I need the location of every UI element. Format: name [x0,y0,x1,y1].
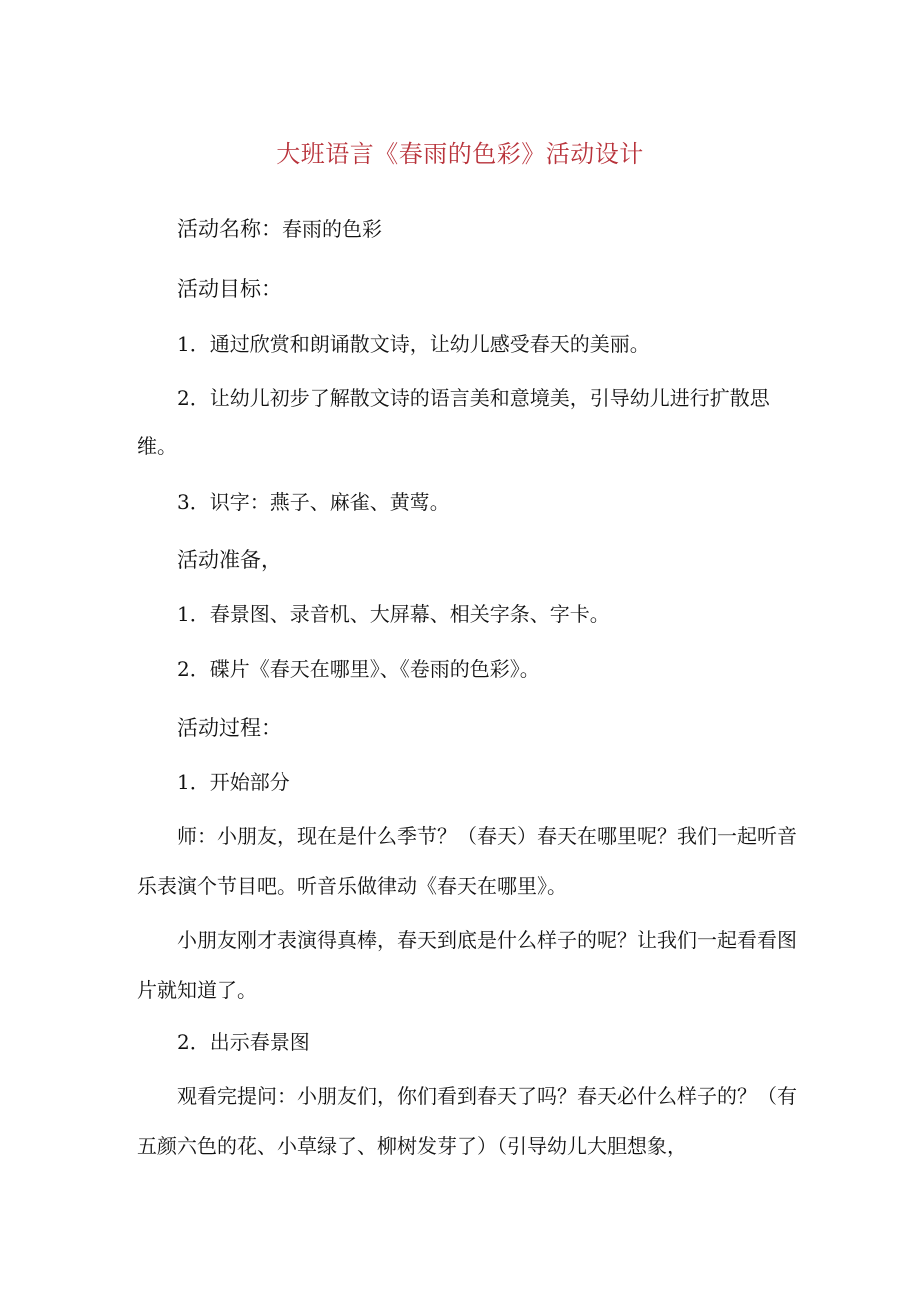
document-title: 大班语言《春雨的色彩》活动设计 [276,140,644,168]
prep-heading: 活动准备， [177,548,282,572]
goal-item-2: 2．让幼儿初步了解散文诗的语言美和意境美，引导幼儿进行扩散思 [177,386,770,410]
process-paragraph-line: 乐表演个节目吧。听音乐做律动《春天在哪里》。 [137,874,567,898]
goals-heading: 活动目标： [177,277,282,301]
activity-name-value: 春雨的色彩 [282,217,382,241]
activity-name-line [177,215,382,243]
goal-item-3: 3．识字：燕子、麻雀、黄莺。 [177,490,450,514]
process-paragraph-line: 五颜六色的花、小草绿了、柳树发芽了）（引导幼儿大胆想象， [137,1134,687,1158]
goal-item-1: 1．通过欣赏和朗诵散文诗，让幼儿感受春天的美丽。 [177,332,650,356]
prep-item-1: 1．春景图、录音机、大屏幕、相关字条、字卡。 [177,602,610,626]
prep-item-2: 2．碟片《春天在哪里》、《卷雨的色彩》。 [177,657,540,681]
process-step-1-title: 1．开始部分 [177,770,290,794]
process-paragraph-line: 小朋友刚才表演得真棒，春天到底是什么样子的呢？让我们一起看看图 [177,928,797,952]
process-paragraph-line: 片就知道了。 [137,978,257,1002]
activity-name-label: 活动名称： [177,217,282,241]
process-paragraph-line: 师：小朋友，现在是什么季节？（春天）春天在哪里呢？我们一起听音 [177,824,797,848]
goal-item-2-continued: 维。 [137,434,177,458]
process-step-2-title: 2．出示春景图 [177,1030,310,1054]
process-heading: 活动过程： [177,716,282,740]
process-paragraph-line: 观看完提问：小朋友们，你们看到春天了吗？春天必什么样子的？（有 [177,1084,797,1108]
